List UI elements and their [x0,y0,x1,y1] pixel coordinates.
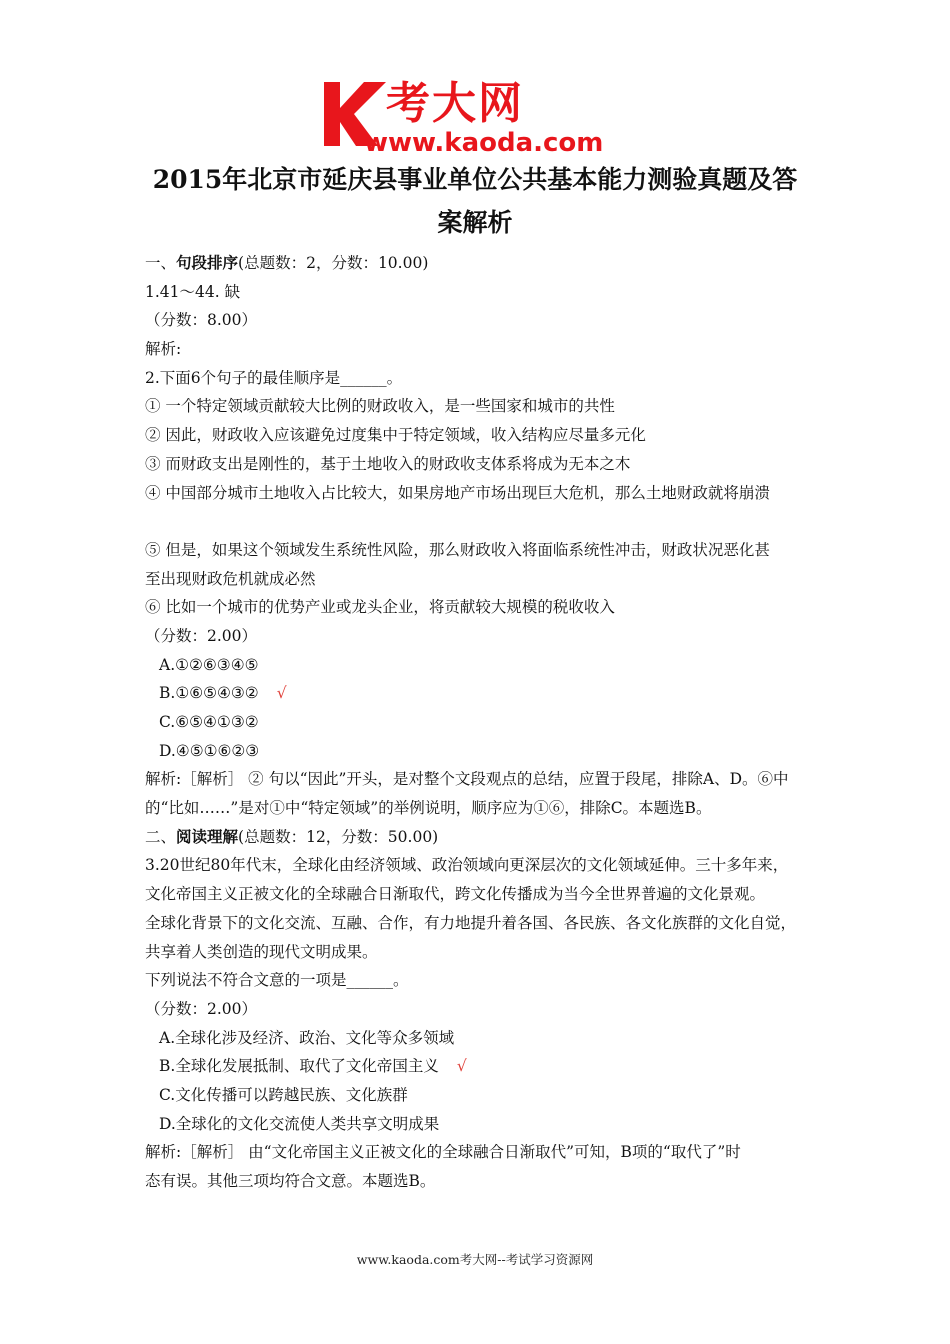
spacer [145,507,825,536]
section-2-meta: (总题数：12，分数：50.00) [238,827,439,846]
q3-option-b[interactable]: B.全球化发展抵制、取代了文化帝国主义 √ [159,1057,467,1076]
q1-stem: 1.41～44. 缺 [145,282,241,301]
checkmark-icon: √ [276,684,287,703]
q3-passage-line-4: 共享着人类创造的现代文明成果。 [145,942,378,961]
q3-score: （分数：2.00） [145,999,258,1018]
section-1-name: 句段排序 [176,253,239,272]
q2-score: （分数：2.00） [145,626,258,645]
kaoda-logo [320,78,640,158]
q2-option-b[interactable]: B.①⑥⑤④③② √ [159,684,287,703]
brand-url: www.kaoda.com [364,128,604,158]
checkmark-icon: √ [456,1057,467,1076]
q3-analysis-line-1: 解析:［解析］ 由“文化帝国主义正被文化的全球融合日渐取代”可知，B项的“取代了”时 [145,1143,741,1162]
q2-sentence-5a: ⑤ 但是，如果这个领域发生系统性风险，那么财政收入将面临系统性冲击，财政状况恶化甚 [145,540,770,559]
q3-option-c[interactable]: C.文化传播可以跨越民族、文化族群 [159,1085,408,1104]
section-1-meta: (总题数：2，分数：10.00) [238,254,429,272]
q3-option-a[interactable]: A.全球化涉及经济、政治、文化等众多领域 [159,1028,455,1047]
section-2-name: 阅读理解 [176,826,239,846]
q2-analysis-line-2: 的“比如……”是对①中“特定领域”的举例说明，顺序应为①⑥，排除C。本题选B。 [145,799,712,818]
q3-passage-line-2: 文化帝国主义正被文化的全球融合日渐取代，跨文化传播成为当今全世界普遍的文化景观。 [145,885,766,904]
q3-analysis-line-2: 态有误。其他三项均符合文意。本题选B。 [145,1172,436,1190]
section-2-header: 二、阅读理解(总题数：12，分数：50.00) [145,826,439,846]
q2-sentence-5b: 至出现财政危机就成必然 [145,569,316,588]
q1-score: （分数：8.00） [145,311,258,330]
section-1-header: 一、句段排序(总题数：2，分数：10.00) [145,253,429,272]
page-title-line-2: 案解析 [437,208,513,237]
brand-name: 考大网 [386,78,524,129]
page-title-line-1: 2015年北京市延庆县事业单位公共基本能力测验真题及答 [152,165,798,194]
q1-analysis: 解析: [145,340,182,359]
q2-sentence-6: ⑥ 比如一个城市的优势产业或龙头企业，将贡献较大规模的税收收入 [145,598,615,617]
q2-sentence-1: ① 一个特定领域贡献较大比例的财政收入，是一些国家和城市的共性 [145,397,615,416]
q3-stem: 下列说法不符合文意的一项是______。 [145,971,409,990]
q3-option-d[interactable]: D.全球化的文化交流使人类共享文明成果 [159,1114,440,1133]
document-body [145,249,825,1196]
q2-sentence-2: ② 因此，财政收入应该避免过度集中于特定领域，收入结构应尽量多元化 [145,426,646,445]
q2-sentence-4: ④ 中国部分城市土地收入占比较大，如果房地产市场出现巨大危机，那么土地财政就将崩溃 [145,483,770,502]
q3-passage-line-1: 3.20世纪80年代末，全球化由经济领域、政治领域向更深层次的文化领域延伸。三十多年来， [145,856,789,875]
q3-passage-line-3: 全球化背景下的文化交流、互融、合作，有力地提升着各国、各民族、各文化族群的文化自觉， [145,913,797,932]
page-footer: www.kaoda.com考大网--考试学习资源网 [356,1252,594,1267]
q2-option-c[interactable]: C.⑥⑤④①③② [159,713,259,731]
q2-stem: 2.下面6个句子的最佳顺序是______。 [145,368,403,387]
q2-analysis-line-1: 解析:［解析］ ② 句以“因此”开头，是对整个文段观点的总结，应置于段尾，排除A、D。⑥中 [145,770,789,789]
q2-option-d[interactable]: D.④⑤①⑥②③ [159,741,260,760]
q2-option-a[interactable]: A.①②⑥③④⑤ [159,655,259,674]
q2-sentence-3: ③ 而财政支出是刚性的，基于土地收入的财政收支体系将成为无本之木 [145,454,631,473]
